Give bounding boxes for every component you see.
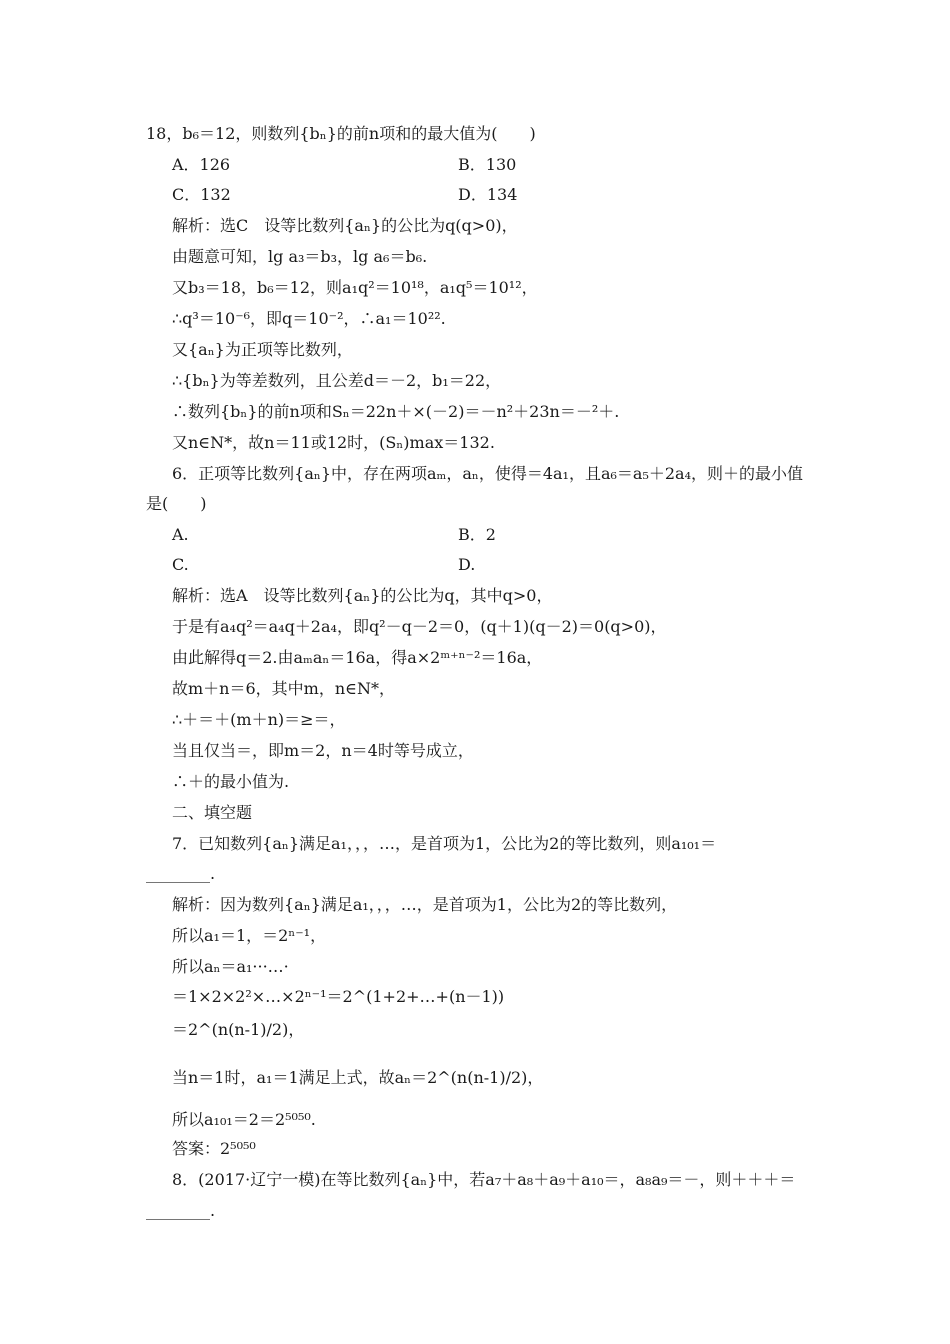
solution-line: 由题意可知，lg a₃＝b₃，lg a₆＝b₆. [172,247,428,266]
solution-line: 解析：选C 设等比数列{aₙ}的公比为q(q>0)， [172,216,518,235]
question-8: 8．(2017·辽宁一模)在等比数列{aₙ}中，若a₇＋a₈＋a₉＋a₁₀＝，a₈a₉＝－，则＋＋＋＝ [172,1170,796,1189]
solution-line: 解析：选A 设等比数列{aₙ}的公比为q，其中q>0， [172,586,553,605]
solution-line: 所以a₁₀₁＝2＝2⁵⁰⁵⁰. [172,1110,316,1129]
option-d: D. [458,555,476,574]
solution-line: ∴＋的最小值为. [172,772,290,791]
solution-line: 由此解得q＝2.由aₘaₙ＝16a，得a×2ᵐ⁺ⁿ⁻²＝16a， [172,648,543,667]
solution-line: 当且仅当＝，即m＝2，n＝4时等号成立， [172,741,474,760]
option-a: A．126 [172,155,231,174]
solution-line: 当n＝1时，a₁＝1满足上式，故aₙ＝2^(n(n-1)/2)， [172,1068,544,1087]
solution-line: 故m＋n＝6，其中m，n∈N*， [172,679,395,698]
solution-line: 所以aₙ＝a₁···…· [172,957,289,976]
question-6-continuation: 是( ) [146,494,207,513]
solution-line: ＝1×2×2²×…×2ⁿ⁻¹＝2^(1+2+…+(n－1)) [172,987,505,1006]
option-d: D．134 [458,185,518,204]
option-c: C．132 [172,185,231,204]
option-b: B．2 [458,525,496,544]
solution-line: ＝2^(n(n-1)/2)， [172,1020,305,1039]
question-6: 6．正项等比数列{aₙ}中，存在两项aₘ，aₙ，使得＝4a₁，且a₆＝a₅＋2a₄，则＋的最小值 [172,464,803,483]
answer-line: 答案：2⁵⁰⁵⁰ [172,1139,256,1158]
answer-blank: ________. [146,1201,216,1220]
solution-line: ∴＋＝＋(m＋n)＝≥＝， [172,710,346,729]
solution-line: 又{aₙ}为正项等比数列， [172,340,353,359]
solution-line: 又n∈N*，故n＝11或12时，(Sₙ)max＝132. [172,433,495,452]
solution-line: 解析：因为数列{aₙ}满足a₁，，，…，是首项为1，公比为2的等比数列， [172,895,678,914]
section-heading: 二、填空题 [172,803,253,822]
question-7: 7．已知数列{aₙ}满足a₁，，，…，是首项为1，公比为2的等比数列，则a₁₀₁＝ [172,834,717,853]
option-c: C. [172,555,189,574]
solution-line: ∴数列{bₙ}的前n项和Sₙ＝22n＋×(－2)＝－n²＋23n＝－²＋. [172,402,620,421]
solution-line: ∴q³＝10⁻⁶，即q＝10⁻²，∴a₁＝10²². [172,309,446,328]
solution-line: 于是有a₄q²＝a₄q＋2a₄，即q²－q－2＝0，(q＋1)(q－2)＝0(q>0)， [172,617,667,636]
q5-continuation: 18，b₆＝12，则数列{bₙ}的前n项和的最大值为( ) [146,124,536,143]
option-b: B．130 [458,155,517,174]
solution-line: 所以a₁＝1，＝2ⁿ⁻¹， [172,926,327,945]
answer-blank: ________. [146,864,216,883]
solution-line: ∴{bₙ}为等差数列，且公差d＝－2，b₁＝22， [172,371,502,390]
solution-line: 又b₃＝18，b₆＝12，则a₁q²＝10¹⁸，a₁q⁵＝10¹²， [172,278,538,297]
option-a: A. [172,525,189,544]
